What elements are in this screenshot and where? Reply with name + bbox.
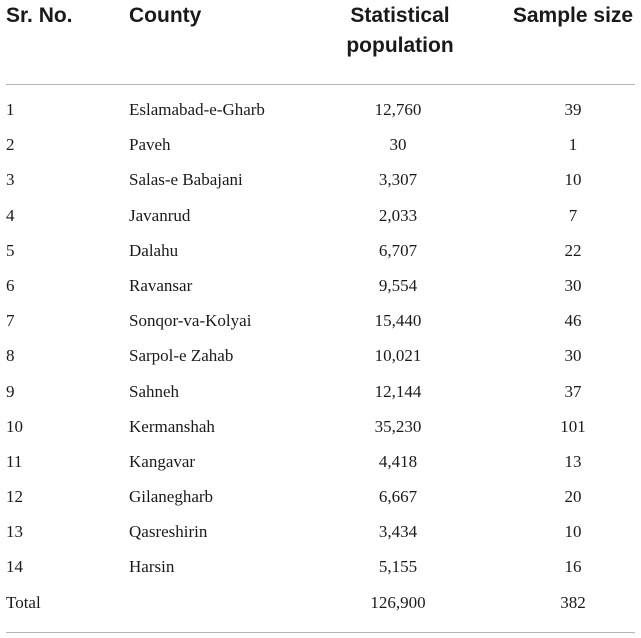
header-sample-size: Sample size — [512, 4, 634, 27]
cell-county: Sarpol-e Zahab — [129, 346, 234, 366]
header-population-line2: population — [346, 34, 454, 57]
cell-sr-no: 2 — [6, 135, 15, 155]
cell-population: 5,155 — [378, 557, 418, 577]
header-divider — [6, 84, 635, 85]
cell-sample-size: 13 — [564, 451, 582, 471]
cell-population: 6,707 — [378, 240, 418, 260]
cell-sample-size: 1 — [568, 135, 578, 155]
cell-sample-size: 30 — [564, 275, 582, 295]
cell-county: Gilanegharb — [129, 487, 214, 507]
cell-sample-size: 20 — [564, 487, 582, 507]
table-row — [0, 272, 641, 307]
cell-sample-size: 39 — [564, 100, 582, 119]
table-row — [0, 96, 641, 131]
cell-county: Paveh — [129, 135, 171, 155]
header-statistical-population — [342, 1, 458, 61]
cell-sr-no: 3 — [6, 170, 15, 190]
cell-population: 3,307 — [378, 170, 418, 190]
table-header — [0, 0, 641, 83]
cell-sr-no: 5 — [6, 240, 15, 260]
table-body — [0, 96, 641, 624]
cell-county: Kermanshah — [129, 416, 215, 436]
cell-population: 6,667 — [378, 487, 418, 507]
cell-population: 4,418 — [378, 451, 418, 471]
header-county: County — [129, 4, 202, 27]
cell-population: 30 — [389, 135, 407, 155]
cell-county: Eslamabad-e-Gharb — [129, 100, 265, 119]
cell-county: Harsin — [129, 557, 175, 577]
table-row — [0, 448, 641, 483]
total-population: 126,900 — [370, 592, 426, 612]
table-row — [0, 413, 641, 448]
cell-sr-no: 8 — [6, 346, 15, 366]
table-row — [0, 237, 641, 272]
cell-population: 3,434 — [378, 522, 418, 542]
cell-sr-no: 13 — [6, 522, 23, 542]
cell-county: Kangavar — [129, 451, 196, 471]
cell-sample-size: 10 — [564, 522, 582, 542]
cell-county: Qasreshirin — [129, 522, 208, 542]
cell-sample-size: 22 — [564, 240, 582, 260]
table-row — [0, 518, 641, 553]
total-sample-size: 382 — [560, 592, 586, 612]
cell-county: Salas-e Babajani — [129, 170, 243, 190]
cell-population: 15,440 — [374, 311, 422, 331]
cell-sr-no: 7 — [6, 311, 15, 331]
cell-sr-no: 9 — [6, 381, 15, 401]
cell-county: Sonqor-va-Kolyai — [129, 311, 252, 331]
cell-county: Dalahu — [129, 240, 179, 260]
cell-sr-no: 12 — [6, 487, 23, 507]
table-row — [0, 483, 641, 518]
cell-county: Javanrud — [129, 205, 191, 225]
cell-sr-no: 1 — [6, 100, 15, 119]
table-row — [0, 131, 641, 166]
total-label: Total — [6, 592, 41, 612]
table-row — [0, 378, 641, 413]
table-row — [0, 202, 641, 237]
cell-sample-size: 37 — [564, 381, 582, 401]
cell-sr-no: 6 — [6, 275, 15, 295]
table-row — [0, 166, 641, 201]
cell-population: 10,021 — [374, 346, 422, 366]
table-row — [0, 553, 641, 588]
cell-county: Sahneh — [129, 381, 180, 401]
cell-population: 2,033 — [378, 205, 418, 225]
cell-sr-no: 11 — [6, 451, 23, 471]
cell-sample-size: 16 — [564, 557, 582, 577]
cell-sample-size: 10 — [564, 170, 582, 190]
cell-sr-no: 10 — [6, 416, 23, 436]
cell-population: 9,554 — [378, 275, 418, 295]
header-sr-no: Sr. No. — [6, 4, 73, 27]
cell-sample-size: 7 — [568, 205, 578, 225]
cell-sr-no: 4 — [6, 205, 15, 225]
header-population-line1: Statistical — [350, 4, 450, 27]
cell-sr-no: 14 — [6, 557, 23, 577]
cell-population: 35,230 — [374, 416, 422, 436]
cell-sample-size: 30 — [564, 346, 582, 366]
table-row — [0, 342, 641, 377]
cell-population: 12,144 — [374, 381, 422, 401]
cell-county: Ravansar — [129, 275, 193, 295]
total-row — [0, 589, 641, 624]
table-bottom-divider — [6, 632, 635, 633]
cell-population: 12,760 — [374, 100, 422, 119]
table-row — [0, 307, 641, 342]
cell-sample-size: 101 — [560, 416, 586, 436]
cell-sample-size: 46 — [564, 311, 582, 331]
